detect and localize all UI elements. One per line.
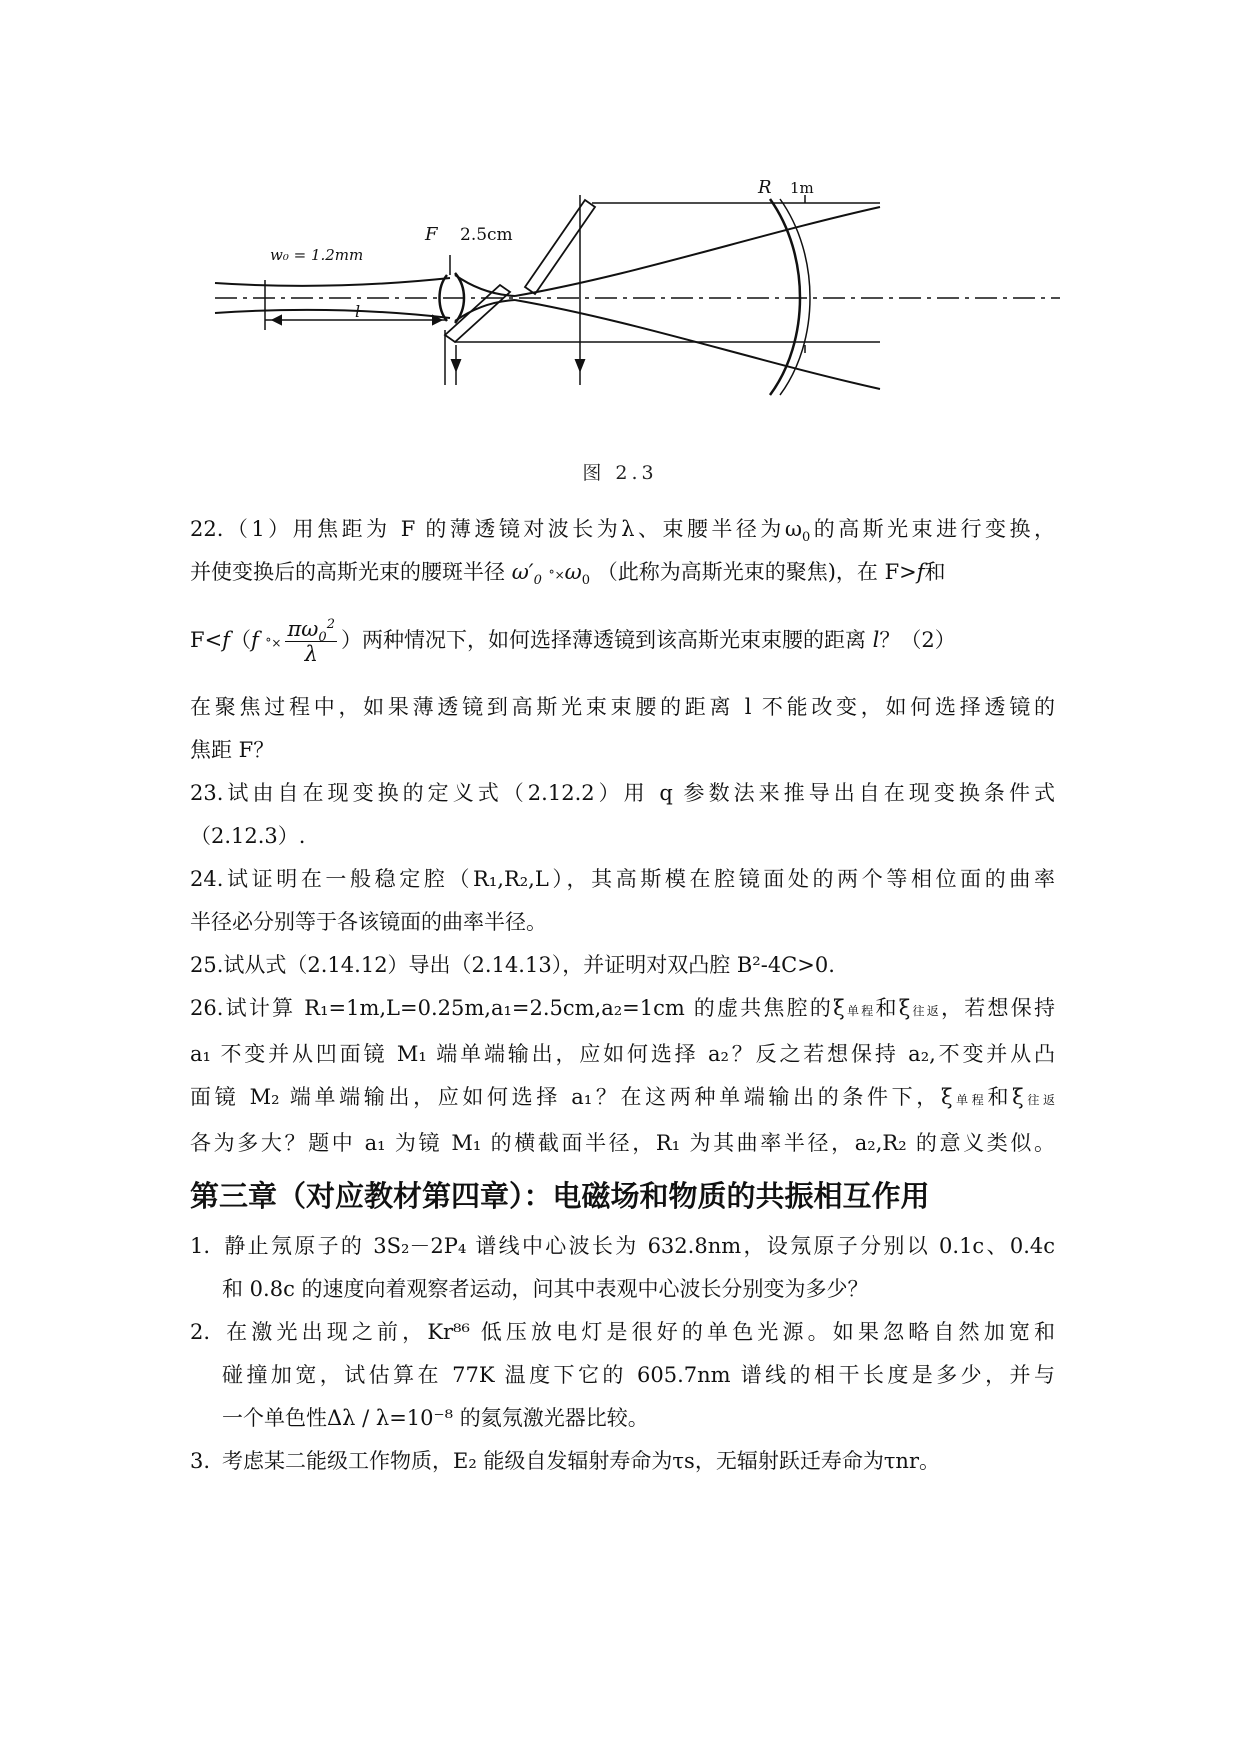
radius-value-label: 1m	[790, 179, 814, 197]
q1-number: 1.	[190, 1234, 211, 1258]
q3-l1: 考虑某二能级工作物质，E₂ 能级自发辐射寿命为τs，无辐射跃迁寿命为τnr。	[222, 1449, 940, 1473]
q2-line-1	[190, 1311, 1055, 1354]
p22-line-3: F<f（f °× $\frac{\pi\omega_0^2}{\lambda}$ ）两种情况下，如何选择薄透镜到该高斯光束束腰的距离 l？（2）	[190, 617, 956, 666]
p26-l1a: 26.试计算 R₁=1m,L=0.25m,a₁=2.5cm,a₂=1cm 的虚共焦腔的ξ	[190, 996, 845, 1020]
p22-line-2: 并使变换后的高斯光束的腰斑半径 $\omega'_0$ $^\circ\times\omega_0$ （此称为高斯光束的聚焦)，在 F>f和	[190, 560, 946, 589]
p22-l1a: 22.（1）用焦距为 F 的薄透镜对波长为λ、束腰半径为ω	[190, 517, 802, 541]
p22-line-5: 焦距 F？	[190, 738, 275, 762]
p22-l2a: 并使变换后的高斯光束的腰斑半径	[190, 560, 505, 584]
q3-line-1	[190, 1440, 1055, 1483]
p22-l2c: 和	[924, 560, 946, 584]
p22-l3b: ）两种情况下，如何选择薄透镜到该高斯光束束腰的距离	[340, 628, 866, 652]
q2-line-2: 碰撞加宽，试估算在 77K 温度下它的 605.7nm 谱线的相干长度是多少，并与	[222, 1363, 1055, 1387]
chapter-title: 第三章（对应教材第四章）：电磁场和物质的共振相互作用	[190, 1179, 930, 1213]
p25-line-1: 25.试从式（2.14.12）导出（2.14.13），并证明对双凸腔 B²-4C>0.	[190, 953, 835, 977]
p22-l2b: （此称为高斯光束的聚焦)，在 F>	[596, 560, 917, 584]
p26-line-4: 各为多大？题中 a₁ 为镜 M₁ 的横截面半径，R₁ 为其曲率半径，a₂,R₂ 的意义类似。	[190, 1131, 1055, 1155]
q1-l1: 静止氖原子的 3S₂－2P₄ 谱线中心波长为 632.8nm，设氖原子分别以 0.1c、0.4c	[222, 1234, 1055, 1258]
distance-l-label: l	[355, 302, 361, 321]
p22-l3c: ？（2）	[879, 628, 956, 652]
p22-l3a: F<	[190, 628, 223, 652]
p26-l3-and: 和ξ	[987, 1085, 1024, 1109]
p23-line-2: （2.12.3）.	[190, 824, 306, 848]
p23-line-1: 23.试由自在现变换的定义式（2.12.2）用 q 参数法来推导出自在现变换条件式	[190, 781, 1055, 805]
q2-l1: 在激光出现之前，Kr⁸⁶ 低压放电灯是很好的单色光源。如果忽略自然加宽和	[222, 1320, 1055, 1344]
figure-caption: 图 2.3	[582, 462, 658, 484]
gaussian-beam-focusing-figure	[215, 177, 1065, 440]
p26-and: 和ξ	[875, 996, 911, 1020]
focal-label: F	[425, 224, 438, 245]
p26-line-3	[190, 1076, 1055, 1122]
document-body	[190, 508, 1055, 1483]
p22-l1b: 的高斯光束进行变换，	[810, 517, 1055, 541]
p26-l3-sub-single: 单程	[952, 1093, 988, 1107]
distance-label: 2.5cm	[460, 225, 513, 245]
q2-number: 2.	[190, 1320, 211, 1344]
q1-line-1	[190, 1225, 1055, 1268]
p26-sub-round: 往返	[910, 1004, 942, 1018]
p22-line-1: 22.（1）用焦距为 F 的薄透镜对波长为λ、束腰半径为$\omega_0$的高斯光束进行变换，	[190, 517, 1055, 546]
beam-fraction: $\frac{\pi\omega_0^2}{\lambda}$	[287, 617, 335, 666]
waist-radius-label: w₀ = 1.2mm	[270, 246, 364, 264]
p26-sub-single: 单程	[844, 1004, 876, 1018]
p22-line-4: 在聚焦过程中，如果薄透镜到高斯光束束腰的距离 l 不能改变，如何选择透镜的	[190, 695, 1055, 719]
p26-l1b: ，若想保持	[941, 996, 1055, 1020]
q1-line-2: 和 0.8c 的速度向着观察者运动，问其中表观中心波长分别变为多少？	[222, 1277, 869, 1301]
p26-line-2: a₁ 不变并从凹面镜 M₁ 端单端输出，应如何选择 a₂？反之若想保持 a₂,不变并从凸	[190, 1042, 1055, 1066]
p26-l3a: 面镜 M₂ 端单端输出，应如何选择 a₁？在这两种单端输出的条件下，ξ	[190, 1085, 953, 1109]
p24-line-1: 24.试证明在一般稳定腔（R₁,R₂,L），其高斯模在腔镜面处的两个等相位面的曲率	[190, 867, 1055, 891]
p26-line-1	[190, 987, 1055, 1033]
p24-line-2: 半径必分别等于各该镜面的曲率半径。	[190, 910, 547, 934]
q3-number: 3.	[190, 1449, 211, 1473]
q2-line-3: 一个单色性Δλ / λ=10⁻⁸ 的氦氖激光器比较。	[222, 1406, 649, 1430]
p26-l3-sub-round: 往返	[1023, 1093, 1055, 1107]
radius-label: R	[758, 177, 772, 198]
